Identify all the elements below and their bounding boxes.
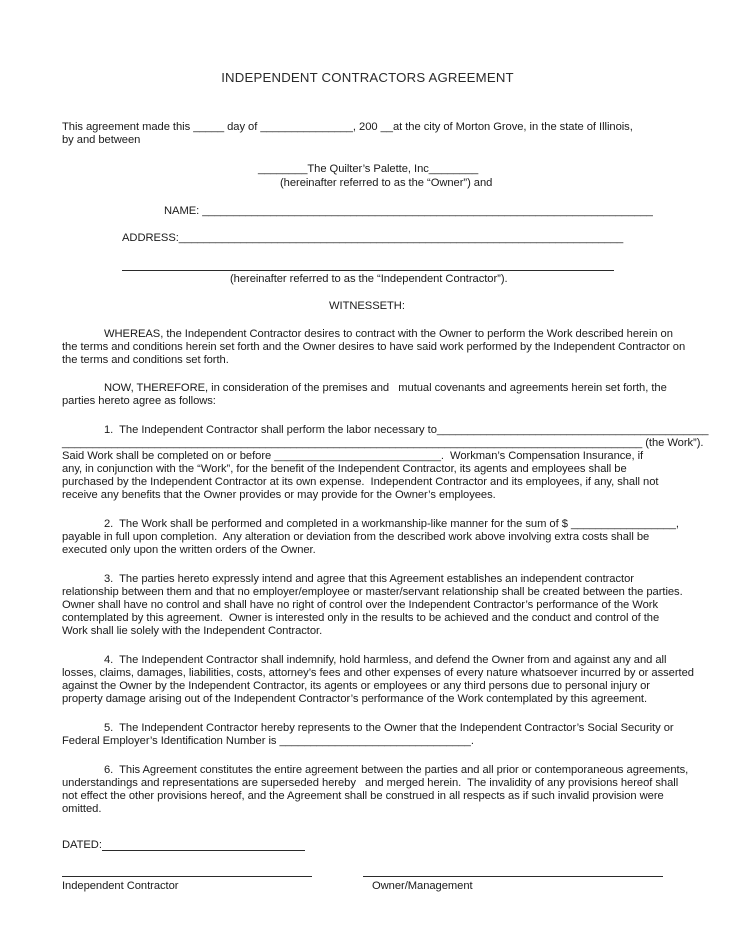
clause-2-line-2: payable in full upon completion. Any alteration or deviation from the described work above involving extra costs shall be: [62, 531, 650, 543]
intro-line-1: This agreement made this _____ day of _______________, 200 __at the city of Morton Grove, in the state of Illinois,: [62, 121, 633, 133]
address-field: ADDRESS:________________________________________________________________________: [122, 232, 624, 244]
owner-reference: (hereinafter referred to as the “Owner”) and: [280, 177, 493, 189]
intro-line-2: by and between: [62, 134, 141, 146]
independent-contractor-label: Independent Contractor: [62, 880, 179, 892]
contractor-reference: (hereinafter referred to as the “Independent Contractor”).: [230, 273, 508, 285]
clause-6-line-2: understandings and representations are superseded hereby and merged herein. The invalidity of any provisions hereof shall: [62, 777, 679, 789]
now-therefore-line-1: NOW, THEREFORE, in consideration of the premises and mutual covenants and agreements herein set forth, the: [104, 382, 667, 394]
clause-1-line-5: purchased by the Independent Contractor at its own expense. Independent Contractor and its employees, if any, shall not: [62, 476, 659, 488]
clause-3-line-3: Owner shall have no control and shall have no right of control over the Independent Contractor’s performance of the Work: [62, 599, 658, 611]
clause-6-line-3: not effect the other provisions hereof, and the Agreement shall be construed in all respects as if such invalid provision were: [62, 790, 664, 802]
contractor-signature-line: [62, 876, 312, 877]
clause-3-line-1: 3. The parties hereto expressly intend and agree that this Agreement establishes an independent contractor: [104, 573, 634, 585]
clause-6-line-4: omitted.: [62, 803, 102, 815]
witnesseth-heading: WITNESSETH:: [329, 300, 405, 312]
name-field: NAME: _________________________________________________________________________: [164, 205, 653, 217]
contractor-signature-rule: [122, 270, 614, 271]
clause-2-line-1: 2. The Work shall be performed and completed in a workmanship-like manner for the sum of $ _________________,: [104, 518, 679, 530]
whereas-line-2: the terms and conditions herein set forth and the Owner desires to have said work performed by the Independent Contractor on: [62, 341, 686, 353]
clause-1-line-2: ______________________________________________________________________________________________ (the Work”).: [62, 437, 704, 449]
clause-2-line-3: executed only upon the written orders of the Owner.: [62, 544, 316, 556]
clause-1-line-4: any, in conjunction with the “Work”, for the benefit of the Independent Contractor, its agents and employees shall be: [62, 463, 627, 475]
clause-5-line-1: 5. The Independent Contractor hereby represents to the Owner that the Independent Contractor’s Social Security or: [104, 722, 674, 734]
dated-blank-line: [102, 850, 305, 851]
clause-5-line-2: Federal Employer’s Identification Number is _______________________________.: [62, 735, 474, 747]
now-therefore-line-2: parties hereto agree as follows:: [62, 395, 216, 407]
clause-4-line-1: 4. The Independent Contractor shall indemnify, hold harmless, and defend the Owner from and against any and all: [104, 654, 667, 666]
owner-name-line: ________The Quilter’s Palette, Inc________: [258, 163, 479, 175]
clause-3-line-2: relationship between them and that no employer/employee or master/servant relationship shall be created between the parties.: [62, 586, 683, 598]
owner-signature-line: [363, 876, 663, 877]
clause-3-line-5: Work shall lie solely with the Independent Contractor.: [62, 625, 323, 637]
whereas-line-1: WHEREAS, the Independent Contractor desires to contract with the Owner to perform the Work described herein on: [104, 328, 673, 340]
dated-label: DATED:: [62, 839, 102, 851]
whereas-line-3: the terms and conditions set forth.: [62, 354, 229, 366]
owner-management-label: Owner/Management: [372, 880, 473, 892]
clause-4-line-3: against the Owner by the Independent Contractor, its agents or employees or any third persons due to personal injury or: [62, 680, 650, 692]
clause-1-line-1: 1. The Independent Contractor shall perform the labor necessary to____________________________________________: [104, 424, 709, 436]
clause-4-line-4: property damage arising out of the Independent Contractor’s performance of the Work contemplated by this agreement.: [62, 693, 648, 705]
clause-1-line-3: Said Work shall be completed on or before ___________________________. Workman’s Compensation Insurance, if: [62, 450, 644, 462]
clause-4-line-2: losses, claims, damages, liabilities, costs, attorney’s fees and other expenses of every nature whatsoever incurred by or asserted: [62, 667, 694, 679]
clause-1-line-6: receive any benefits that the Owner provides or may provide for the Owner’s employees.: [62, 489, 496, 501]
clause-3-line-4: contemplated by this agreement. Owner is interested only in the results to be achieved and the conduct and control of the: [62, 612, 660, 624]
document-title: INDEPENDENT CONTRACTORS AGREEMENT: [221, 70, 514, 85]
clause-6-line-1: 6. This Agreement constitutes the entire agreement between the parties and all prior or contemporaneous agreements,: [104, 764, 689, 776]
